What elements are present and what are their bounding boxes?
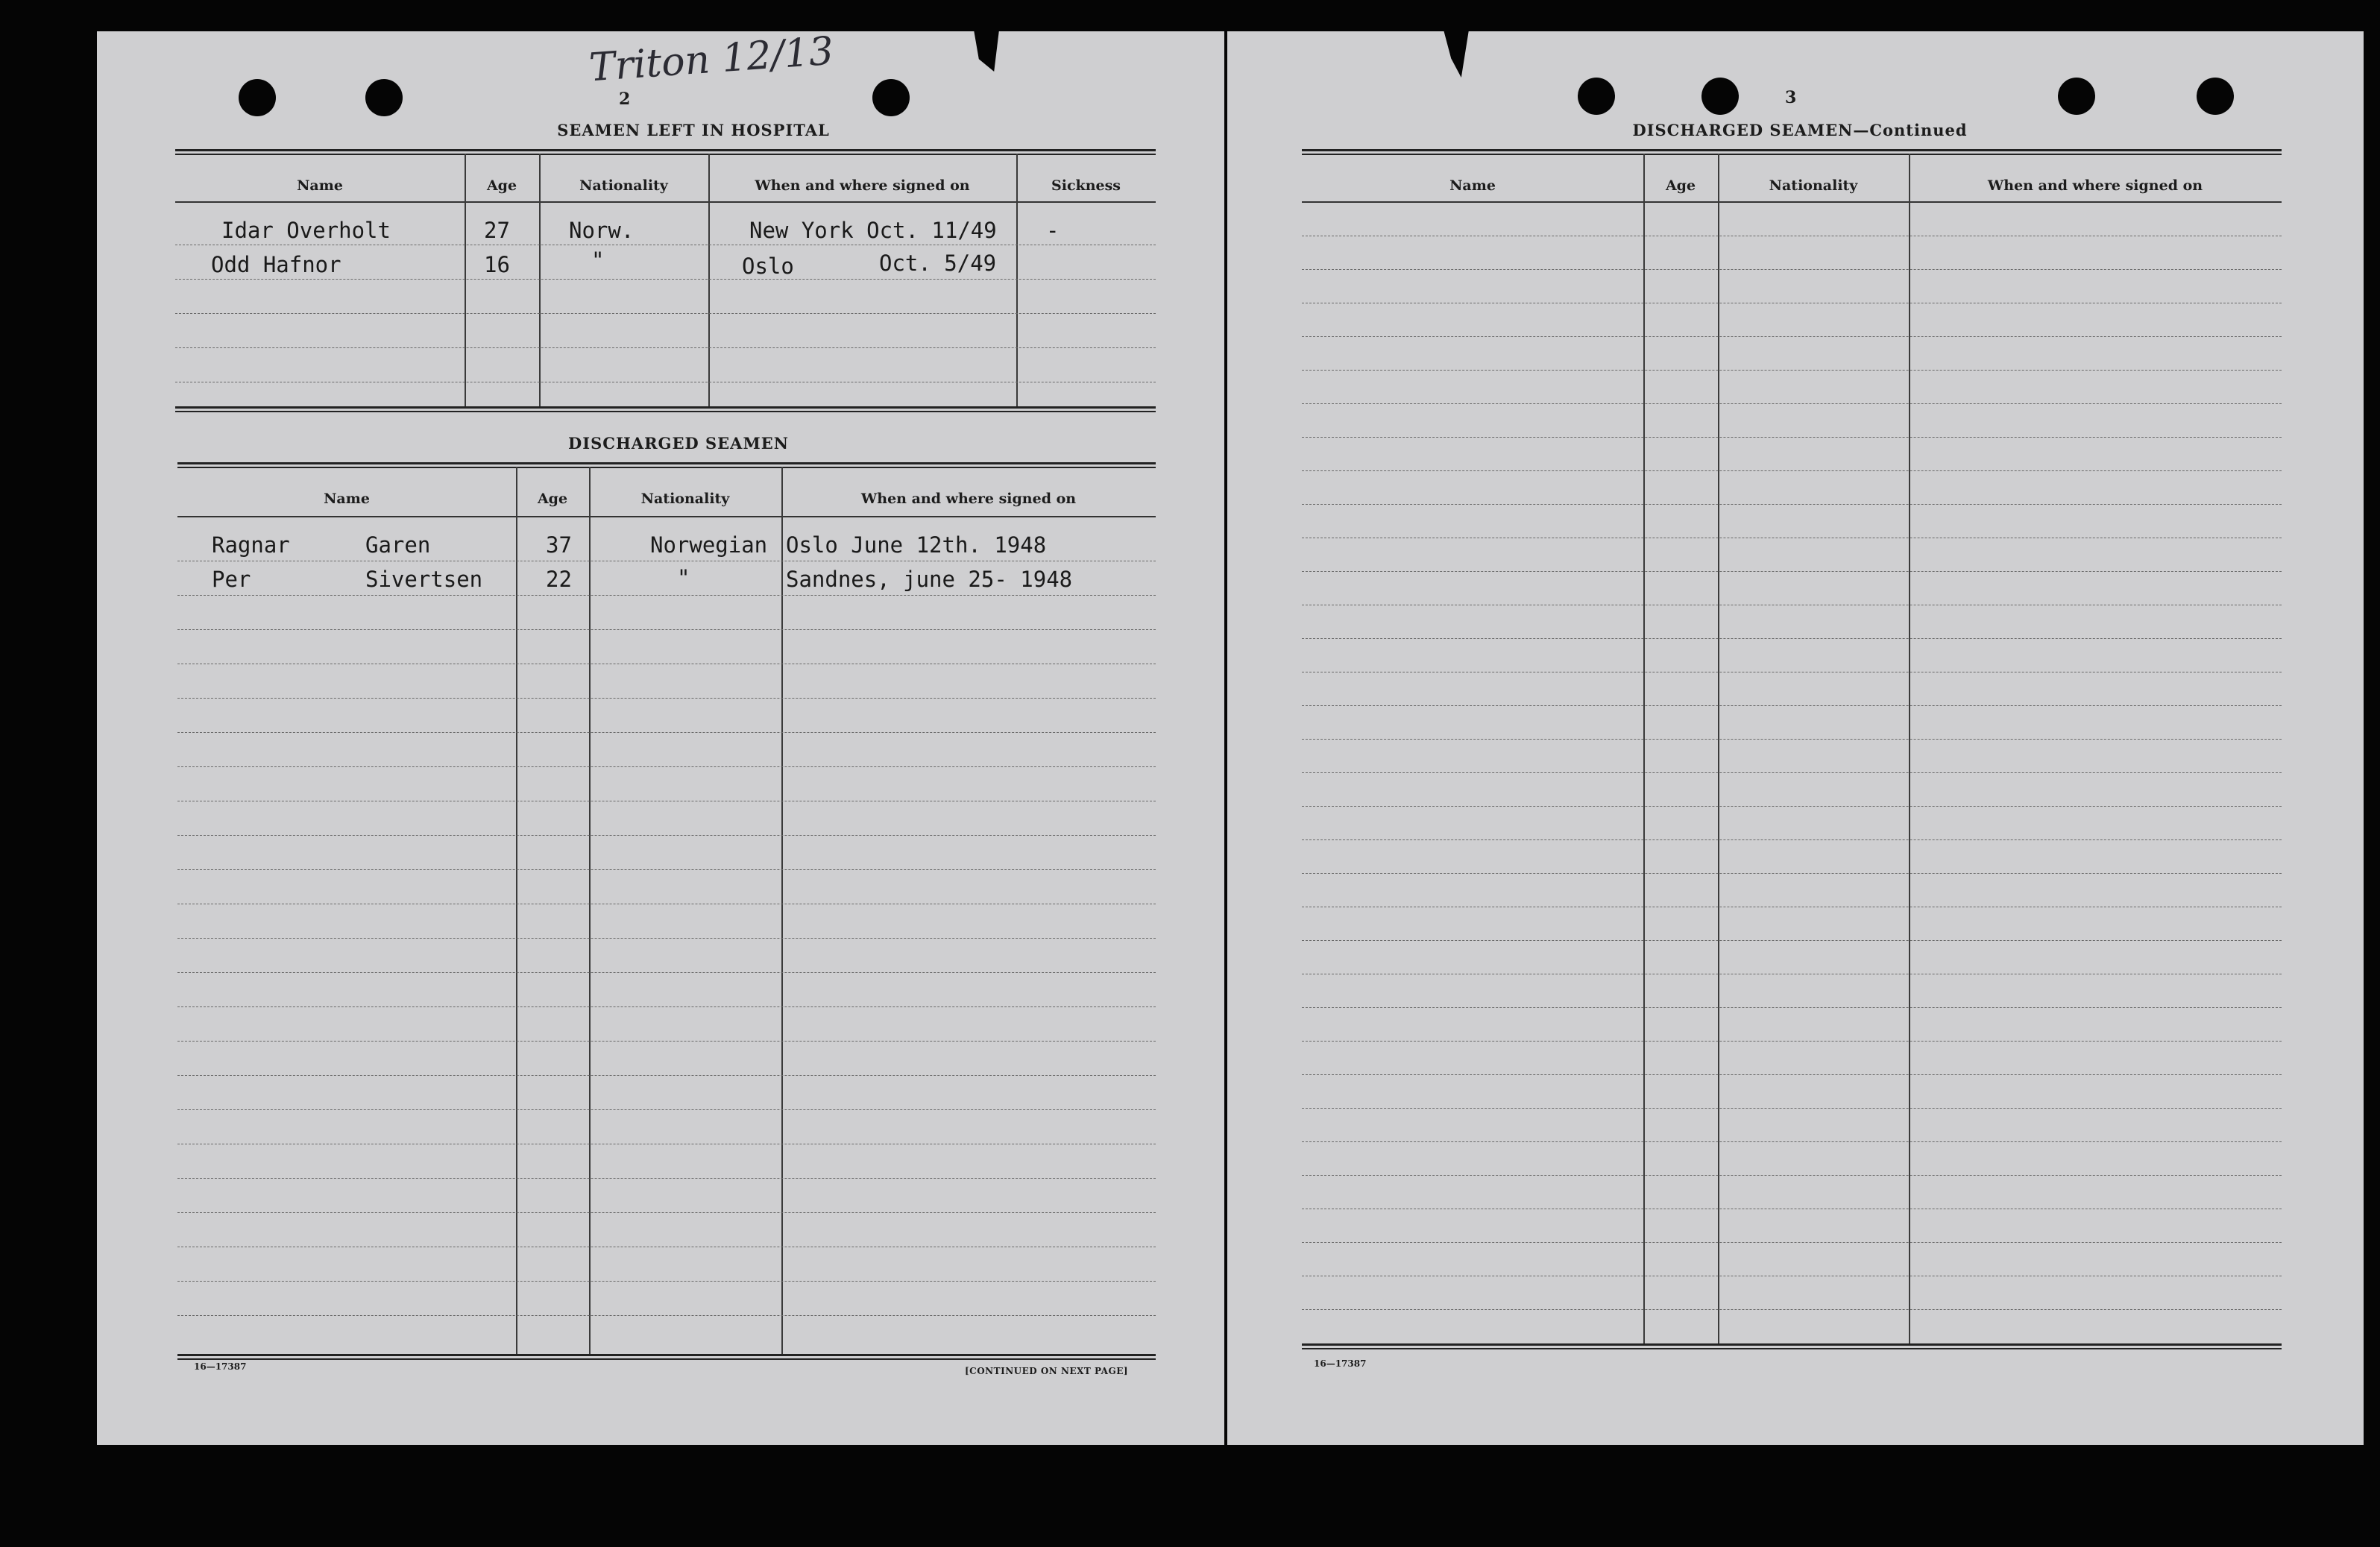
column-header-age: Age <box>486 177 517 194</box>
cell-last-name: Garen <box>365 532 431 558</box>
cell-sickness: - <box>1046 218 1060 243</box>
discharged-section-title: DISCHARGED SEAMEN <box>568 434 789 453</box>
punch-hole <box>1701 78 1739 115</box>
paper-tear <box>974 30 999 72</box>
discharged-continued-title: DISCHARGED SEAMEN—Continued <box>1632 121 1968 139</box>
handwritten-annotation: Triton 12/13 <box>588 28 835 91</box>
discharged-table <box>177 462 1156 1387</box>
column-header-signed-on: When and where signed on <box>1987 177 2203 194</box>
cell-age: 27 <box>484 218 510 243</box>
page-number: 2 <box>619 89 631 109</box>
cell-name: Odd Hafnor <box>211 252 341 277</box>
column-header-age: Age <box>1665 177 1696 194</box>
cell-signed-on-date: Oct. 5/49 <box>879 251 997 276</box>
cell-nationality: Norw. <box>569 218 635 243</box>
cell-signed-on-place: Oslo <box>742 253 794 279</box>
column-header-nationality: Nationality <box>1769 177 1858 194</box>
hospital-table <box>175 149 1156 443</box>
punch-hole <box>239 79 276 116</box>
punch-hole <box>872 79 910 116</box>
column-header-name: Name <box>324 491 370 507</box>
paper-tear <box>1444 30 1469 78</box>
left-page <box>97 28 1224 1445</box>
cell-age: 16 <box>484 252 510 277</box>
cell-first-name: Per <box>212 567 251 592</box>
form-code: 16—17387 <box>194 1361 247 1372</box>
cell-signed-on: Sandnes, june 25- 1948 <box>786 567 1073 592</box>
cell-age: 22 <box>546 567 572 592</box>
column-header-signed-on: When and where signed on <box>860 491 1077 507</box>
cell-last-name: Sivertsen <box>365 567 483 592</box>
column-header-sickness: Sickness <box>1051 177 1121 194</box>
cell-name: Idar Overholt <box>221 218 391 243</box>
column-header-name: Name <box>1449 177 1496 194</box>
cell-first-name: Ragnar <box>212 532 290 558</box>
hospital-section-title: SEAMEN LEFT IN HOSPITAL <box>557 121 830 139</box>
column-header-signed-on: When and where signed on <box>755 177 970 194</box>
column-header-age: Age <box>537 491 568 507</box>
punch-hole <box>365 79 403 116</box>
column-header-name: Name <box>297 177 343 194</box>
cell-nationality: " <box>591 248 605 273</box>
continued-note: [CONTINUED ON NEXT PAGE] <box>965 1366 1129 1376</box>
cell-nationality: Norwegian <box>650 532 768 558</box>
punch-hole <box>2058 78 2095 115</box>
column-header-nationality: Nationality <box>579 177 668 194</box>
punch-hole <box>2197 78 2234 115</box>
cell-signed-on: New York Oct. 11/49 <box>749 218 997 243</box>
punch-hole <box>1578 78 1615 115</box>
right-page <box>1227 31 2364 1445</box>
cell-signed-on: Oslo June 12th. 1948 <box>786 532 1047 558</box>
form-code: 16—17387 <box>1314 1358 1367 1369</box>
discharged-continued-table <box>1302 149 2282 1387</box>
cell-nationality: " <box>677 565 690 590</box>
cell-age: 37 <box>546 532 572 558</box>
column-header-nationality: Nationality <box>640 491 730 507</box>
page-number: 3 <box>1785 88 1797 107</box>
